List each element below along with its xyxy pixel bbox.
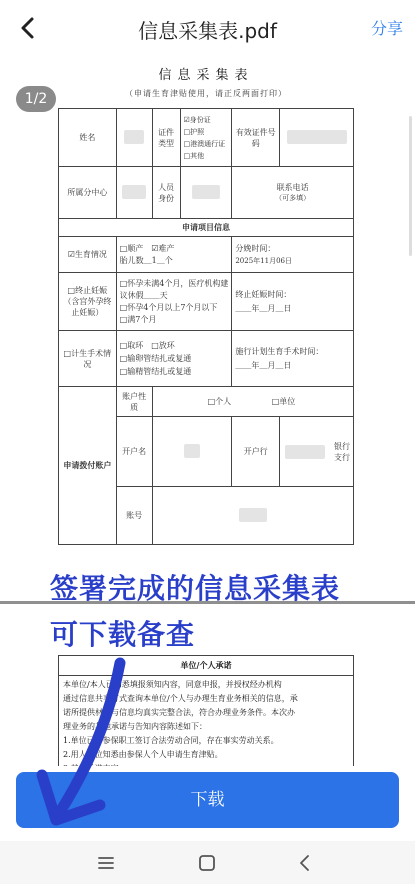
cert-no-label: 有效证件号码 (232, 109, 280, 167)
termination-option-1: □怀孕未满4个月，医疗机构建议休假＿＿天 (119, 278, 229, 300)
account-no-label: 账号 (116, 487, 152, 545)
cert-option-other: □其他 (183, 151, 205, 160)
cert-no-value (280, 109, 354, 167)
section-title: 申请项目信息 (59, 219, 354, 237)
pdf-page-1 (58, 56, 354, 601)
surgery-option-2: □输卵管结扎或复通 (119, 354, 192, 363)
surgery-date (232, 331, 354, 387)
holder-value (152, 417, 232, 487)
surgery-option-1: □取环 □放环 (119, 341, 175, 350)
birth-label: ☑生育情况 (59, 237, 117, 273)
commitment-line: 诺所提供材料与信息均真实完整合法，符合办理业务条件。本次办 (63, 708, 295, 717)
birth-date (232, 237, 354, 273)
commitment-line: 理业务的其他承诺与告知内容陈述如下： (63, 722, 207, 731)
surgery-label: □计生手术情况 (59, 331, 117, 387)
account-no-value (152, 487, 353, 545)
termination-option-2: □怀孕4个月以上7个月以下 (119, 302, 218, 312)
download-button[interactable]: 下载 (16, 772, 399, 828)
table-row (59, 387, 354, 417)
cert-type-options (180, 109, 232, 167)
termination-date-blank: ＿＿年＿月＿日 (235, 303, 292, 313)
account-type-company: □单位 (271, 397, 296, 406)
fetus-count: 胎儿数＿1＿个 (119, 255, 173, 265)
account-type-options (152, 387, 353, 417)
cert-option-passport: □护照 (183, 127, 205, 136)
back-triangle-icon[interactable] (293, 851, 317, 875)
termination-date (232, 273, 354, 331)
phone-cell (232, 167, 354, 219)
surgery-options (116, 331, 232, 387)
surgery-date-label: 施行计划生育手术时间： (235, 346, 324, 356)
commitment-line: 2.用人单位知悉由参保人个人申请生育津贴。 (63, 750, 223, 759)
table-row (59, 219, 354, 237)
document-title: 信息采集表.pdf (138, 19, 277, 43)
birth-options (116, 237, 232, 273)
branch-value (116, 167, 152, 219)
cert-option-id-card: ☑身份证 (183, 115, 211, 124)
birth-type-options: □顺产 ☑难产 (119, 243, 175, 253)
hand-drawn-arrow-icon (30, 655, 140, 835)
table-row (59, 167, 354, 219)
holder-label: 开户名 (116, 417, 152, 487)
bank-value (280, 417, 354, 487)
termination-date-label: 终止妊娠时间： (235, 289, 292, 299)
table-row (59, 273, 354, 331)
table-row (59, 109, 354, 167)
birth-date-label: 分娩时间： (235, 243, 276, 253)
name-value (116, 109, 152, 167)
viewer-scrollbar[interactable] (409, 116, 412, 256)
form-title: 信息采集表 (158, 68, 254, 83)
phone-hint: （可多填） (275, 194, 311, 202)
annotation-line-2: 可下载备查 (50, 618, 196, 651)
commitment-line: 本单位/本人已知悉填报须知内容，同意申报，并授权经办机构 (63, 680, 282, 689)
annotation-line-1: 签署完成的信息采集表 (50, 572, 341, 605)
page-indicator-badge: 1/2 (16, 86, 56, 112)
share-button[interactable]: 分享 (370, 19, 403, 38)
top-app-bar (0, 0, 415, 56)
name-label: 姓名 (59, 109, 117, 167)
bank-suffix: 银行支行 (334, 441, 350, 462)
account-type-label: 账户性质 (116, 387, 152, 417)
surgery-option-3: □输精管结扎或复通 (119, 367, 192, 376)
table-row (59, 237, 354, 273)
cert-type-label: 证件类型 (152, 109, 180, 167)
annotation-text (50, 566, 340, 658)
commitment-line: 1.单位已与参保职工签订合法劳动合同，存在事实劳动关系。 (63, 736, 279, 745)
termination-label: □终止妊娠（含宫外孕终止妊娠） (59, 273, 117, 331)
person-label: 人员身份 (152, 167, 180, 219)
home-square-icon[interactable] (195, 851, 219, 875)
termination-option-3: □满7个月 (119, 314, 157, 324)
termination-options (116, 273, 232, 331)
account-label: 申请拨付账户 (59, 387, 117, 545)
commitment-title: 单位/个人承诺 (58, 655, 354, 675)
bank-label: 开户行 (232, 417, 280, 487)
menu-icon[interactable] (94, 851, 118, 875)
form-subtitle: （申请生育津贴使用，请正反两面打印） (125, 89, 287, 98)
commitment-line: 通过信息共享方式查询本单位/个人与办理生育业务相关的信息，承 (63, 694, 298, 703)
system-navigation-bar (0, 841, 415, 884)
surgery-date-blank: ＿＿年＿月＿日 (235, 360, 292, 370)
person-value (180, 167, 232, 219)
phone-label: 联系电话 (276, 183, 309, 192)
cert-option-hk-macao: □港澳通行证 (183, 139, 226, 148)
branch-label: 所属分中心 (59, 167, 117, 219)
info-collection-table (58, 108, 354, 545)
birth-date-value: 2025年11月06日 (235, 256, 292, 265)
table-row (59, 331, 354, 387)
account-type-personal: □个人 (207, 397, 232, 406)
